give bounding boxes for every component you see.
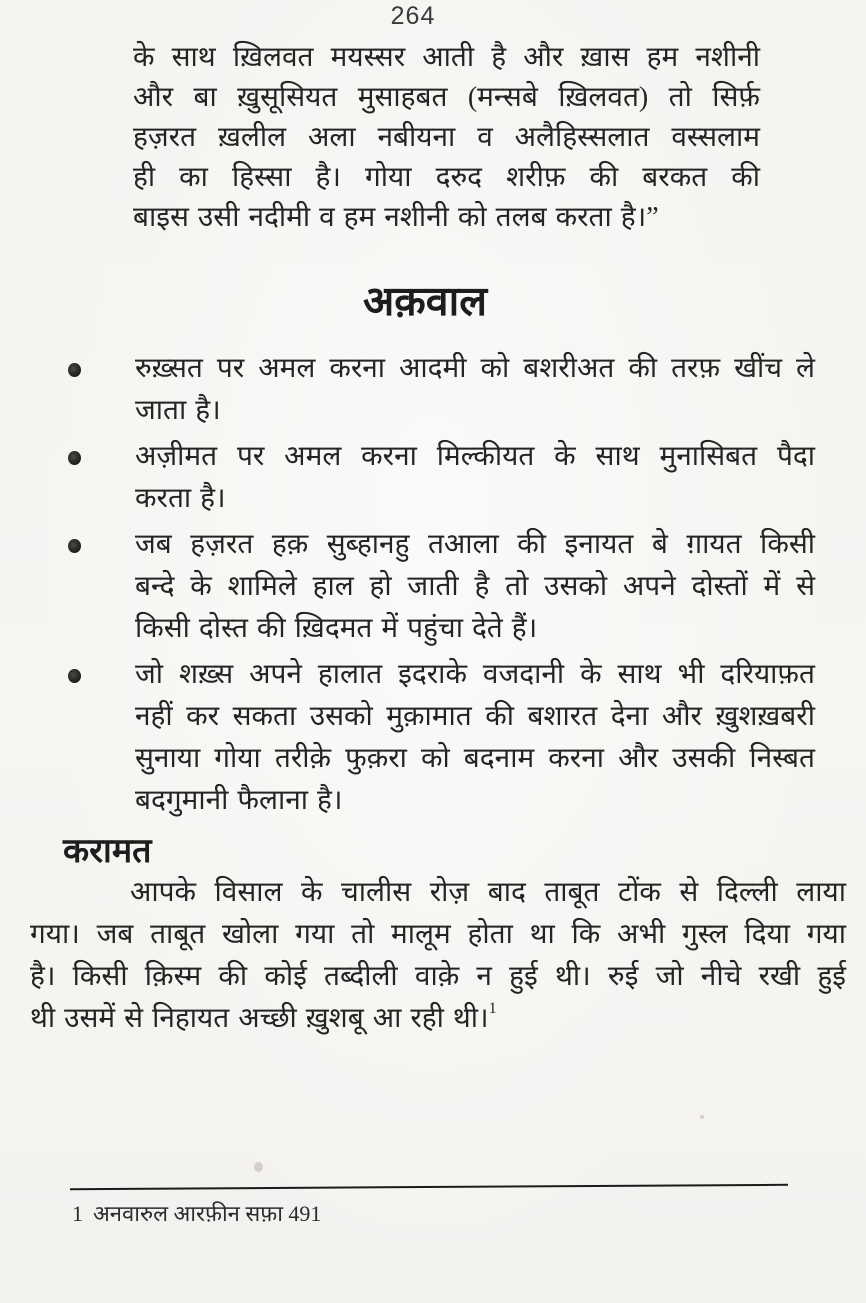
aqwal-list <box>68 348 815 826</box>
text-line: किसी दोस्त की ख़िदमत में पहुंचा देते हैं। <box>135 613 538 644</box>
quoted-passage <box>133 38 760 238</box>
text-line: है। किसी क़िस्म की कोई तब्दीली वाक़े न हुई थी। रुई जो नीचे रखी हुई <box>30 961 846 992</box>
bullet-icon <box>68 669 81 683</box>
list-item <box>68 436 815 520</box>
text-line: आपके विसाल के चालीस रोज़ बाद ताबूत टोंक से दिल्ली लाया <box>130 877 846 908</box>
scan-speck <box>254 1162 263 1172</box>
text-line: रुख़्सत पर अमल करना आदमी को बशरीअत की तरफ़ खींच ले <box>135 353 815 384</box>
footnote-divider <box>70 1184 788 1190</box>
text-line: बन्दे के शामिले हाल हो जाती है तो उसको अपने दोस्तों में से <box>135 571 815 602</box>
bullet-icon <box>68 363 81 377</box>
text-line: और बा ख़ुसूसियत मुसाहबत (मन्सबे ख़िलवत) तो सिर्फ़ <box>133 82 760 113</box>
text-line: के साथ ख़िलवत मयस्सर आती है और ख़ास हम नशीनी <box>133 42 760 73</box>
heading-karamat: करामत <box>63 833 152 870</box>
list-item <box>68 654 815 822</box>
footnote-text: अनवारुल आरफ़ीन सफ़ा 491 <box>93 1201 322 1226</box>
footnote-marker: 1 <box>72 1201 83 1226</box>
heading-aqwal: अक़वाल <box>362 278 488 324</box>
text-line <box>30 998 846 1040</box>
scan-speck <box>700 1115 704 1119</box>
karamat-paragraph <box>30 872 846 1040</box>
text-line: गया। जब ताबूत खोला गया तो मालूम होता था कि अभी गुस्ल दिया गया <box>30 919 846 950</box>
bullet-icon <box>68 451 81 465</box>
bullet-icon <box>68 539 81 553</box>
text-line: बाइस उसी नदीमी व हम नशीनी को तलब करता है।” <box>133 202 659 233</box>
text-line: करता है। <box>135 483 226 514</box>
list-item <box>68 524 815 650</box>
text-line: जब हज़रत हक़ सुब्हानहु तआला की इनायत बे ग़ायत किसी <box>135 529 815 560</box>
list-item <box>68 348 815 432</box>
footnote-ref-superscript: 1 <box>488 1000 497 1017</box>
text-line: जाता है। <box>135 395 221 426</box>
text-line: अज़ीमत पर अमल करना मिल्कीयत के साथ मुनासिबत पैदा <box>135 441 815 472</box>
page-number: 264 <box>390 2 436 30</box>
text-line: ही का हिस्सा है। गोया दरुद शरीफ़ की बरकत की <box>133 162 760 193</box>
text-line: बदगुमानी फैलाना है। <box>135 785 343 816</box>
text-line-content: थी उसमें से निहायत अच्छी ख़ुशबू आ रही थी। <box>30 1003 489 1034</box>
text-line: हज़रत ख़लील अला नबीयना व अलैहिस्सलात वस्सलाम <box>133 122 760 153</box>
text-line: नहीं कर सकता उसको मुक़ामात की बशारत देना और ख़ुशख़बरी <box>135 701 815 732</box>
text-line: सुनाया गोया तरीक़े फुक़रा को बदनाम करना और उसकी निस्बत <box>135 743 815 774</box>
footnote <box>72 1198 321 1228</box>
text-line: जो शख़्स अपने हालात इदराके वजदानी के साथ भी दरियाफ़त <box>135 659 815 690</box>
